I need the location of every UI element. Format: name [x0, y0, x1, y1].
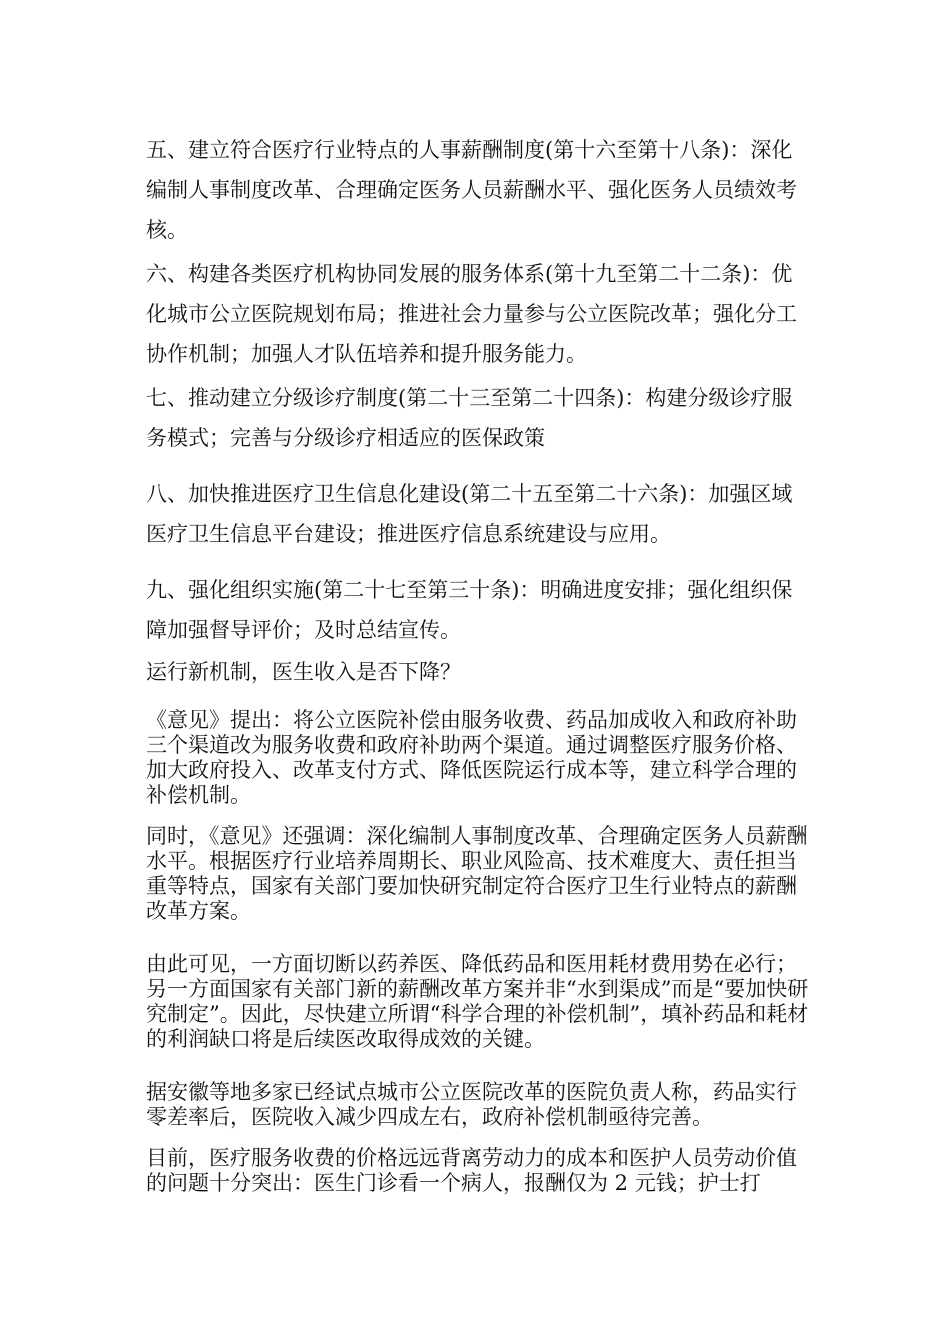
paragraph-section-9: 九、强化组织实施(第二十七至第三十条)：明确进度安排；强化组织保障加强督导评价；及时总结宣传。	[146, 578, 793, 642]
paragraph-section-8: 八、加快推进医疗卫生信息化建设(第二十五至第二十六条)：加强区域医疗卫生信息平台建设；推进医疗信息系统建设与应用。	[146, 482, 793, 546]
question-heading: 运行新机制，医生收入是否下降？	[146, 660, 461, 684]
paragraph-service-pricing: 目前，医疗服务收费的价格远远背离劳动力的成本和医护人员劳动价值的问题十分突出：医生门诊看一个病人，报酬仅为 2 元钱；护士打	[146, 1146, 797, 1195]
paragraph-section-7: 七、推动建立分级诊疗制度(第二十三至第二十四条)：构建分级诊疗服务模式；完善与分级诊疗相适应的医保政策	[146, 386, 793, 450]
paragraph-conclusion: 由此可见，一方面切断以药养医、降低药品和医用耗材费用势在必行；另一方面国家有关部门新的薪酬改革方案并非“水到渠成”而是“要加快研究制定”。因此，尽快建立所谓“科学合理的补偿机制”，填补药品和耗材的利润缺口将是后续医改取得成效的关键。	[146, 952, 809, 1051]
paragraph-section-6: 六、构建各类医疗机构协同发展的服务体系(第十九至第二十二条)：优化城市公立医院规划布局；推进社会力量参与公立医院改革；强化分工协作机制；加强人才队伍培养和提升服务能力。	[146, 262, 797, 366]
paragraph-section-5: 五、建立符合医疗行业特点的人事薪酬制度(第十六至第十八条)：深化编制人事制度改革、合理确定医务人员薪酬水平、强化医务人员绩效考核。	[146, 138, 797, 242]
paragraph-anhui-pilot: 据安徽等地多家已经试点城市公立医院改革的医院负责人称，药品实行零差率后，医院收入减少四成左右，政府补偿机制亟待完善。	[146, 1080, 797, 1129]
paragraph-opinion-compensation: 《意见》提出：将公立医院补偿由服务收费、药品加成收入和政府补助三个渠道改为服务收费和政府补助两个渠道。通过调整医疗服务价格、加大政府投入、改革支付方式、降低医院运行成本等，建立科学合理的补偿机制。	[146, 708, 797, 807]
paragraph-opinion-salary: 同时，《意见》还强调：深化编制人事制度改革、合理确定医务人员薪酬水平。根据医疗行业培养周期长、职业风险高、技术难度大、责任担当重等特点，国家有关部门要加快研究制定符合医疗卫生行业特点的薪酬改革方案。	[146, 824, 808, 923]
